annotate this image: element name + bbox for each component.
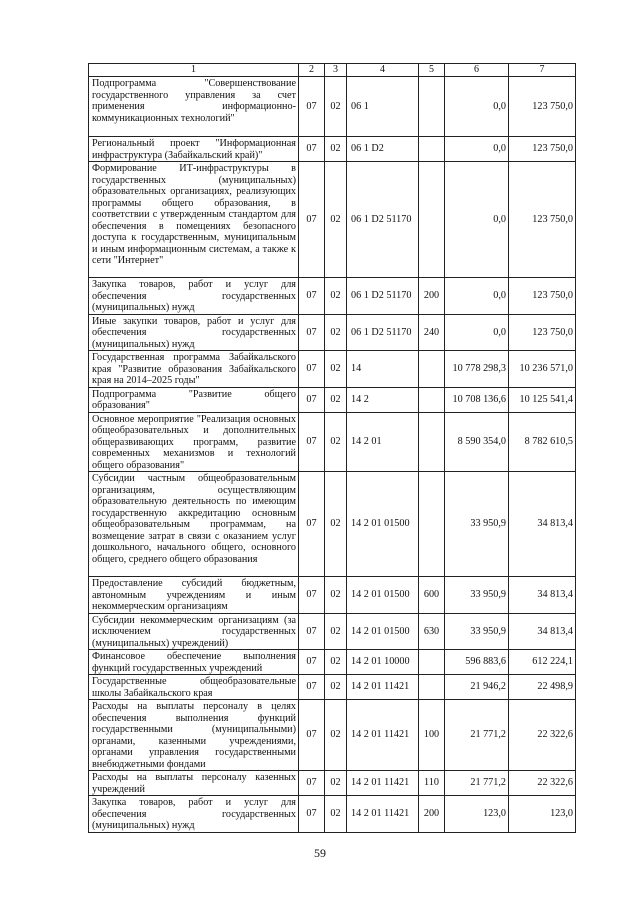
row-expense-type — [419, 675, 445, 700]
row-expense-type — [419, 77, 445, 137]
row-name: Подпрограмма "Развитие общего образования" — [89, 387, 299, 412]
row-target-article: 14 2 01 11421 — [347, 700, 419, 771]
row-section: 07 — [299, 675, 325, 700]
row-expense-type — [419, 472, 445, 577]
header-cell: 4 — [347, 64, 419, 77]
row-name: Финансовое обеспечение выполнения функций государственных учреждений — [89, 650, 299, 675]
row-amount-col6: 0,0 — [445, 137, 509, 162]
row-subsection: 02 — [325, 162, 347, 278]
row-amount-col6: 8 590 354,0 — [445, 412, 509, 472]
row-name: Субсидии некоммерческим организациям (за исключением государственных (муниципальных) учреждений) — [89, 613, 299, 650]
row-subsection: 02 — [325, 796, 347, 833]
row-amount-col6: 596 883,6 — [445, 650, 509, 675]
row-subsection: 02 — [325, 77, 347, 137]
row-subsection: 02 — [325, 412, 347, 472]
row-amount-col6: 10 708 136,6 — [445, 387, 509, 412]
row-amount-col7: 22 322,6 — [509, 700, 576, 771]
header-cell: 7 — [509, 64, 576, 77]
row-target-article: 06 1 D2 51170 — [347, 278, 419, 315]
row-amount-col7: 10 236 571,0 — [509, 351, 576, 388]
row-target-article: 14 2 01 01500 — [347, 613, 419, 650]
row-section: 07 — [299, 796, 325, 833]
row-target-article: 06 1 D2 51170 — [347, 162, 419, 278]
table-row — [89, 314, 576, 351]
row-amount-col6: 0,0 — [445, 278, 509, 315]
table-row — [89, 771, 576, 796]
row-expense-type: 110 — [419, 771, 445, 796]
row-expense-type: 600 — [419, 577, 445, 614]
table-row — [89, 577, 576, 614]
row-subsection: 02 — [325, 278, 347, 315]
row-target-article: 14 2 01 11421 — [347, 675, 419, 700]
row-name: Подпрограмма "Совершенствование государственного управления за счет применения информационно-коммуникационных технологий" — [89, 77, 299, 137]
row-amount-col7: 34 813,4 — [509, 613, 576, 650]
row-subsection: 02 — [325, 650, 347, 675]
row-amount-col7: 34 813,4 — [509, 472, 576, 577]
row-expense-type: 100 — [419, 700, 445, 771]
row-section: 07 — [299, 162, 325, 278]
row-subsection: 02 — [325, 613, 347, 650]
row-amount-col6: 21 771,2 — [445, 700, 509, 771]
row-amount-col7: 123 750,0 — [509, 278, 576, 315]
row-name: Закупка товаров, работ и услуг для обеспечения государственных (муниципальных) нужд — [89, 278, 299, 315]
row-subsection: 02 — [325, 700, 347, 771]
row-name: Государственная программа Забайкальского края "Развитие образования Забайкальского края на 2014–2025 годы" — [89, 351, 299, 388]
row-target-article: 14 2 01 10000 — [347, 650, 419, 675]
row-amount-col6: 0,0 — [445, 314, 509, 351]
row-subsection: 02 — [325, 137, 347, 162]
budget-table — [88, 63, 576, 833]
row-amount-col7: 123 750,0 — [509, 162, 576, 278]
row-subsection: 02 — [325, 314, 347, 351]
row-section: 07 — [299, 351, 325, 388]
row-name: Субсидии частным общеобразовательным организациям, осуществляющим образовательную деятельность по имеющим государственную аккредитацию основным общеобразовательным программам, на возмещение затрат в связи с оказанием услуг дошкольного, начального общего, основного общего, среднего общего образования — [89, 472, 299, 577]
row-section: 07 — [299, 314, 325, 351]
row-name: Расходы на выплаты персоналу казенных учреждений — [89, 771, 299, 796]
row-subsection: 02 — [325, 472, 347, 577]
row-section: 07 — [299, 650, 325, 675]
table-row — [89, 77, 576, 137]
table-row — [89, 137, 576, 162]
row-name: Иные закупки товаров, работ и услуг для обеспечения государственных (муниципальных) нужд — [89, 314, 299, 351]
row-name: Предоставление субсидий бюджетным, автономным учреждениям и иным некоммерческим организациям — [89, 577, 299, 614]
row-section: 07 — [299, 472, 325, 577]
row-amount-col6: 0,0 — [445, 77, 509, 137]
row-expense-type — [419, 137, 445, 162]
row-amount-col6: 33 950,9 — [445, 613, 509, 650]
row-amount-col6: 21 771,2 — [445, 771, 509, 796]
row-section: 07 — [299, 137, 325, 162]
row-expense-type: 200 — [419, 796, 445, 833]
table-row — [89, 472, 576, 577]
row-section: 07 — [299, 771, 325, 796]
page-number: 59 — [314, 846, 326, 860]
row-name: Формирование ИТ-инфраструктуры в государственных (муниципальных) образовательных организациях, реализующих программы общего образования, в соответствии с утвержденным стандартом для обеспечения в помещениях безопасного доступа к государственным, муниципальным и иным информационным системам, а также к сети "Интернет" — [89, 162, 299, 278]
table-row — [89, 162, 576, 278]
header-cell: 6 — [445, 64, 509, 77]
row-amount-col7: 123 750,0 — [509, 77, 576, 137]
row-section: 07 — [299, 577, 325, 614]
row-section: 07 — [299, 700, 325, 771]
table-row — [89, 675, 576, 700]
row-section: 07 — [299, 412, 325, 472]
header-row — [89, 64, 576, 77]
table-row — [89, 351, 576, 388]
row-expense-type — [419, 650, 445, 675]
table-row — [89, 796, 576, 833]
row-amount-col7: 34 813,4 — [509, 577, 576, 614]
table-row — [89, 700, 576, 771]
row-name: Региональный проект "Информационная инфраструктура (Забайкальский край)" — [89, 137, 299, 162]
row-expense-type: 630 — [419, 613, 445, 650]
row-target-article: 14 2 01 11421 — [347, 771, 419, 796]
row-amount-col6: 33 950,9 — [445, 472, 509, 577]
table-row — [89, 387, 576, 412]
row-amount-col7: 123 750,0 — [509, 314, 576, 351]
row-expense-type: 240 — [419, 314, 445, 351]
row-amount-col7: 123 750,0 — [509, 137, 576, 162]
row-section: 07 — [299, 77, 325, 137]
row-section: 07 — [299, 387, 325, 412]
table-row — [89, 412, 576, 472]
row-expense-type — [419, 162, 445, 278]
row-target-article: 06 1 D2 — [347, 137, 419, 162]
row-target-article: 14 2 — [347, 387, 419, 412]
row-amount-col6: 123,0 — [445, 796, 509, 833]
row-amount-col6: 33 950,9 — [445, 577, 509, 614]
row-expense-type: 200 — [419, 278, 445, 315]
row-amount-col7: 612 224,1 — [509, 650, 576, 675]
row-amount-col6: 21 946,2 — [445, 675, 509, 700]
row-expense-type — [419, 351, 445, 388]
header-cell: 5 — [419, 64, 445, 77]
row-amount-col7: 10 125 541,4 — [509, 387, 576, 412]
table-row — [89, 278, 576, 315]
row-expense-type — [419, 412, 445, 472]
row-section: 07 — [299, 613, 325, 650]
row-amount-col7: 123,0 — [509, 796, 576, 833]
row-target-article: 14 2 01 01500 — [347, 577, 419, 614]
row-target-article: 14 — [347, 351, 419, 388]
header-cell: 2 — [299, 64, 325, 77]
row-subsection: 02 — [325, 577, 347, 614]
row-target-article: 06 1 D2 51170 — [347, 314, 419, 351]
row-expense-type — [419, 387, 445, 412]
row-name: Закупка товаров, работ и услуг для обеспечения государственных (муниципальных) нужд — [89, 796, 299, 833]
row-amount-col7: 22 498,9 — [509, 675, 576, 700]
header-cell: 3 — [325, 64, 347, 77]
row-subsection: 02 — [325, 351, 347, 388]
row-name: Государственные общеобразовательные школы Забайкальского края — [89, 675, 299, 700]
row-subsection: 02 — [325, 771, 347, 796]
row-amount-col6: 0,0 — [445, 162, 509, 278]
row-target-article: 14 2 01 — [347, 412, 419, 472]
row-target-article: 14 2 01 11421 — [347, 796, 419, 833]
row-amount-col7: 8 782 610,5 — [509, 412, 576, 472]
row-amount-col7: 22 322,6 — [509, 771, 576, 796]
row-amount-col6: 10 778 298,3 — [445, 351, 509, 388]
row-section: 07 — [299, 278, 325, 315]
table-row — [89, 650, 576, 675]
row-target-article: 06 1 — [347, 77, 419, 137]
row-subsection: 02 — [325, 675, 347, 700]
row-name: Расходы на выплаты персоналу в целях обеспечения выполнения функций государственными (муниципальными) органами, казенными учреждениями, органами управления государственными внебюджетными фондами — [89, 700, 299, 771]
row-subsection: 02 — [325, 387, 347, 412]
table-row — [89, 613, 576, 650]
row-target-article: 14 2 01 01500 — [347, 472, 419, 577]
header-cell: 1 — [89, 64, 299, 77]
row-name: Основное мероприятие "Реализация основных общеобразовательных и дополнительных общеразвивающих программ, развитие современных механизмов и технологий общего образования" — [89, 412, 299, 472]
